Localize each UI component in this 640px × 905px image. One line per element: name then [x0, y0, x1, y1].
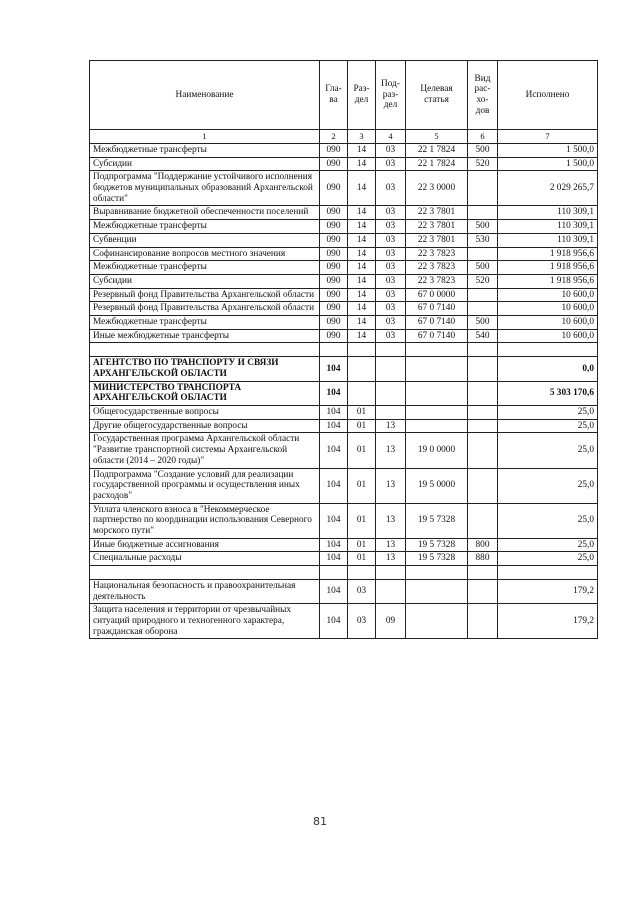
cell-section: 14 — [348, 206, 376, 220]
cell-target — [406, 406, 468, 420]
cell-target: 67 0 7140 — [406, 329, 468, 343]
cell-target — [406, 381, 468, 405]
cell-executed: 1 500,0 — [498, 144, 598, 158]
cell-kind: 500 — [468, 144, 498, 158]
cell-chapter: 090 — [320, 157, 348, 171]
table-row — [90, 206, 598, 220]
cell-target — [406, 357, 468, 381]
cell-chapter: 104 — [320, 503, 348, 538]
cell-chapter: 104 — [320, 538, 348, 552]
cell-subsection: 13 — [376, 538, 406, 552]
cell-kind — [468, 381, 498, 405]
cell-executed: 110 309,1 — [498, 206, 598, 220]
cell-chapter: 090 — [320, 144, 348, 158]
cell-target: 19 5 0000 — [406, 468, 468, 503]
cell-subsection: 03 — [376, 302, 406, 316]
spacer-cell — [348, 566, 376, 580]
spacer-cell — [348, 343, 376, 357]
cell-name: Уплата членского взноса в "Некоммерческое партнерство по координации использования Северного морского пути" — [90, 503, 320, 538]
cell-kind: 520 — [468, 274, 498, 288]
cell-subsection: 03 — [376, 144, 406, 158]
cell-name: Другие общегосударственные вопросы — [90, 419, 320, 433]
cell-kind — [468, 468, 498, 503]
cell-subsection — [376, 381, 406, 405]
cell-section: 14 — [348, 302, 376, 316]
cell-executed: 25,0 — [498, 406, 598, 420]
cell-executed: 25,0 — [498, 538, 598, 552]
cell-executed: 5 303 170,6 — [498, 381, 598, 405]
header-name: Наименование — [90, 61, 320, 130]
table-row — [90, 604, 598, 639]
cell-target: 22 1 7824 — [406, 144, 468, 158]
column-number-row — [90, 130, 598, 144]
cell-executed: 25,0 — [498, 433, 598, 468]
cell-name: Межбюджетные трансферты — [90, 261, 320, 275]
cell-section: 14 — [348, 233, 376, 247]
table-row — [90, 503, 598, 538]
budget-table — [89, 60, 598, 639]
cell-chapter: 090 — [320, 171, 348, 206]
cell-kind — [468, 503, 498, 538]
table-row — [90, 468, 598, 503]
cell-chapter: 104 — [320, 604, 348, 639]
cell-executed: 1 918 956,6 — [498, 261, 598, 275]
table-row — [90, 419, 598, 433]
cell-executed: 25,0 — [498, 419, 598, 433]
column-number: 1 — [90, 130, 320, 144]
column-number: 2 — [320, 130, 348, 144]
spacer-cell — [90, 343, 320, 357]
cell-kind — [468, 171, 498, 206]
table-row — [90, 433, 598, 468]
cell-kind — [468, 288, 498, 302]
cell-target: 67 0 7140 — [406, 315, 468, 329]
table-row — [90, 381, 598, 405]
spacer-row — [90, 566, 598, 580]
cell-name: Межбюджетные трансферты — [90, 315, 320, 329]
cell-target — [406, 580, 468, 604]
table-row — [90, 302, 598, 316]
cell-section: 01 — [348, 406, 376, 420]
cell-name: Резервный фонд Правительства Архангельской области — [90, 288, 320, 302]
cell-kind — [468, 604, 498, 639]
table-row — [90, 171, 598, 206]
cell-target: 22 3 7801 — [406, 220, 468, 234]
cell-chapter: 104 — [320, 419, 348, 433]
cell-target: 19 5 7328 — [406, 538, 468, 552]
cell-executed: 10 600,0 — [498, 302, 598, 316]
cell-name: МИНИСТЕРСТВО ТРАНСПОРТА АРХАНГЕЛЬСКОЙ ОБЛАСТИ — [90, 381, 320, 405]
cell-name: Государственная программа Архангельской области "Развитие транспортной системы Архангельской области (2014 – 2020 годы)" — [90, 433, 320, 468]
cell-section: 14 — [348, 220, 376, 234]
cell-name: Субсидии — [90, 157, 320, 171]
cell-chapter: 090 — [320, 274, 348, 288]
table-row — [90, 329, 598, 343]
cell-name: АГЕНТСТВО ПО ТРАНСПОРТУ И СВЯЗИ АРХАНГЕЛЬСКОЙ ОБЛАСТИ — [90, 357, 320, 381]
cell-chapter: 090 — [320, 261, 348, 275]
cell-name: Подпрограмма "Поддержание устойчивого исполнения бюджетов муниципальных образований Архангельской области" — [90, 171, 320, 206]
cell-subsection: 13 — [376, 503, 406, 538]
column-number: 3 — [348, 130, 376, 144]
table-row — [90, 580, 598, 604]
header-row — [90, 61, 598, 130]
cell-name: Выравнивание бюджетной обеспеченности поселений — [90, 206, 320, 220]
column-number: 6 — [468, 130, 498, 144]
cell-section: 14 — [348, 315, 376, 329]
cell-executed: 2 029 265,7 — [498, 171, 598, 206]
cell-target: 67 0 7140 — [406, 302, 468, 316]
header-executed: Исполнено — [498, 61, 598, 130]
cell-target: 22 3 7823 — [406, 261, 468, 275]
cell-subsection — [376, 580, 406, 604]
cell-subsection: 03 — [376, 157, 406, 171]
table-row — [90, 274, 598, 288]
cell-section: 01 — [348, 552, 376, 566]
cell-executed: 10 600,0 — [498, 288, 598, 302]
cell-section: 14 — [348, 288, 376, 302]
cell-subsection: 03 — [376, 206, 406, 220]
cell-executed: 179,2 — [498, 604, 598, 639]
cell-subsection: 09 — [376, 604, 406, 639]
page-number: 81 — [313, 815, 327, 828]
cell-section: 14 — [348, 247, 376, 261]
cell-target: 22 3 7823 — [406, 247, 468, 261]
cell-chapter: 104 — [320, 357, 348, 381]
cell-subsection: 03 — [376, 220, 406, 234]
cell-subsection: 03 — [376, 274, 406, 288]
cell-kind — [468, 433, 498, 468]
table-row — [90, 220, 598, 234]
cell-name: Подпрограмма "Создание условий для реализации государственной программы и осуществления иных расходов" — [90, 468, 320, 503]
cell-executed: 110 309,1 — [498, 233, 598, 247]
column-number: 4 — [376, 130, 406, 144]
cell-chapter: 104 — [320, 468, 348, 503]
cell-executed: 110 309,1 — [498, 220, 598, 234]
header-chapter: Гла- ва — [320, 61, 348, 130]
cell-name: Иные бюджетные ассигнования — [90, 538, 320, 552]
table-row — [90, 288, 598, 302]
cell-section: 01 — [348, 503, 376, 538]
cell-subsection: 03 — [376, 261, 406, 275]
cell-section: 01 — [348, 419, 376, 433]
cell-subsection: 03 — [376, 315, 406, 329]
cell-executed: 179,2 — [498, 580, 598, 604]
table-row — [90, 247, 598, 261]
cell-name: Иные межбюджетные трансферты — [90, 329, 320, 343]
cell-subsection — [376, 406, 406, 420]
spacer-cell — [406, 566, 468, 580]
cell-subsection: 13 — [376, 468, 406, 503]
cell-kind: 500 — [468, 220, 498, 234]
cell-name: Субсидии — [90, 274, 320, 288]
cell-subsection: 03 — [376, 247, 406, 261]
column-number: 5 — [406, 130, 468, 144]
cell-executed: 10 600,0 — [498, 329, 598, 343]
cell-kind — [468, 247, 498, 261]
cell-chapter: 090 — [320, 206, 348, 220]
cell-kind — [468, 206, 498, 220]
cell-name: Субвенции — [90, 233, 320, 247]
cell-kind — [468, 302, 498, 316]
cell-section: 01 — [348, 538, 376, 552]
header-subsection: Под- раз- дел — [376, 61, 406, 130]
cell-kind — [468, 419, 498, 433]
cell-kind: 500 — [468, 261, 498, 275]
cell-kind: 880 — [468, 552, 498, 566]
table-row — [90, 315, 598, 329]
cell-kind — [468, 357, 498, 381]
cell-section: 14 — [348, 157, 376, 171]
cell-chapter: 090 — [320, 288, 348, 302]
cell-name: Софинансирование вопросов местного значения — [90, 247, 320, 261]
spacer-cell — [468, 343, 498, 357]
header-target: Целевая статья — [406, 61, 468, 130]
cell-kind: 530 — [468, 233, 498, 247]
cell-target: 22 3 7801 — [406, 206, 468, 220]
cell-name: Общегосударственные вопросы — [90, 406, 320, 420]
cell-target — [406, 419, 468, 433]
table-row — [90, 357, 598, 381]
cell-section — [348, 357, 376, 381]
cell-subsection: 03 — [376, 329, 406, 343]
cell-executed: 0,0 — [498, 357, 598, 381]
cell-executed: 1 918 956,6 — [498, 274, 598, 288]
spacer-cell — [498, 343, 598, 357]
table-body — [90, 144, 598, 639]
header-kind: Вид рас- хо- дов — [468, 61, 498, 130]
cell-name: Резервный фонд Правительства Архангельской области — [90, 302, 320, 316]
cell-name: Специальные расходы — [90, 552, 320, 566]
cell-section: 14 — [348, 144, 376, 158]
cell-subsection: 13 — [376, 433, 406, 468]
spacer-cell — [320, 343, 348, 357]
cell-kind: 500 — [468, 315, 498, 329]
cell-target: 22 1 7824 — [406, 157, 468, 171]
cell-section: 14 — [348, 329, 376, 343]
spacer-cell — [498, 566, 598, 580]
cell-section — [348, 381, 376, 405]
table-row — [90, 233, 598, 247]
cell-name: Национальная безопасность и правоохранительная деятельность — [90, 580, 320, 604]
cell-executed: 1 500,0 — [498, 157, 598, 171]
cell-chapter: 104 — [320, 406, 348, 420]
cell-subsection: 03 — [376, 171, 406, 206]
cell-subsection: 03 — [376, 288, 406, 302]
cell-section: 14 — [348, 274, 376, 288]
cell-target: 22 3 7801 — [406, 233, 468, 247]
spacer-cell — [320, 566, 348, 580]
table-row — [90, 144, 598, 158]
table-row — [90, 261, 598, 275]
table-row — [90, 538, 598, 552]
cell-target: 67 0 0000 — [406, 288, 468, 302]
cell-target — [406, 604, 468, 639]
cell-name: Межбюджетные трансферты — [90, 220, 320, 234]
cell-section: 01 — [348, 468, 376, 503]
cell-name: Защита населения и территории от чрезвычайных ситуаций природного и техногенного характера, гражданская оборона — [90, 604, 320, 639]
spacer-cell — [406, 343, 468, 357]
cell-section: 14 — [348, 171, 376, 206]
cell-executed: 25,0 — [498, 552, 598, 566]
spacer-row — [90, 343, 598, 357]
cell-executed: 25,0 — [498, 468, 598, 503]
cell-chapter: 090 — [320, 315, 348, 329]
cell-target: 19 5 7328 — [406, 552, 468, 566]
cell-kind: 540 — [468, 329, 498, 343]
cell-target: 19 5 7328 — [406, 503, 468, 538]
spacer-cell — [376, 343, 406, 357]
cell-chapter: 104 — [320, 433, 348, 468]
cell-kind: 800 — [468, 538, 498, 552]
cell-chapter: 090 — [320, 233, 348, 247]
cell-subsection: 13 — [376, 419, 406, 433]
spacer-cell — [468, 566, 498, 580]
cell-executed: 1 918 956,6 — [498, 247, 598, 261]
table-row — [90, 157, 598, 171]
cell-executed: 10 600,0 — [498, 315, 598, 329]
cell-chapter: 104 — [320, 381, 348, 405]
cell-section: 03 — [348, 604, 376, 639]
cell-target: 19 0 0000 — [406, 433, 468, 468]
cell-subsection: 03 — [376, 233, 406, 247]
header-section: Раз- дел — [348, 61, 376, 130]
cell-chapter: 090 — [320, 329, 348, 343]
cell-chapter: 104 — [320, 580, 348, 604]
spacer-cell — [90, 566, 320, 580]
cell-executed: 25,0 — [498, 503, 598, 538]
cell-subsection — [376, 357, 406, 381]
cell-name: Межбюджетные трансферты — [90, 144, 320, 158]
cell-section: 03 — [348, 580, 376, 604]
cell-section: 14 — [348, 261, 376, 275]
cell-target: 22 3 7823 — [406, 274, 468, 288]
cell-kind — [468, 580, 498, 604]
column-number: 7 — [498, 130, 598, 144]
cell-chapter: 090 — [320, 247, 348, 261]
cell-target: 22 3 0000 — [406, 171, 468, 206]
table-row — [90, 406, 598, 420]
cell-chapter: 090 — [320, 220, 348, 234]
cell-chapter: 090 — [320, 302, 348, 316]
cell-section: 01 — [348, 433, 376, 468]
cell-kind — [468, 406, 498, 420]
cell-kind: 520 — [468, 157, 498, 171]
spacer-cell — [376, 566, 406, 580]
cell-subsection: 13 — [376, 552, 406, 566]
cell-chapter: 104 — [320, 552, 348, 566]
table-row — [90, 552, 598, 566]
